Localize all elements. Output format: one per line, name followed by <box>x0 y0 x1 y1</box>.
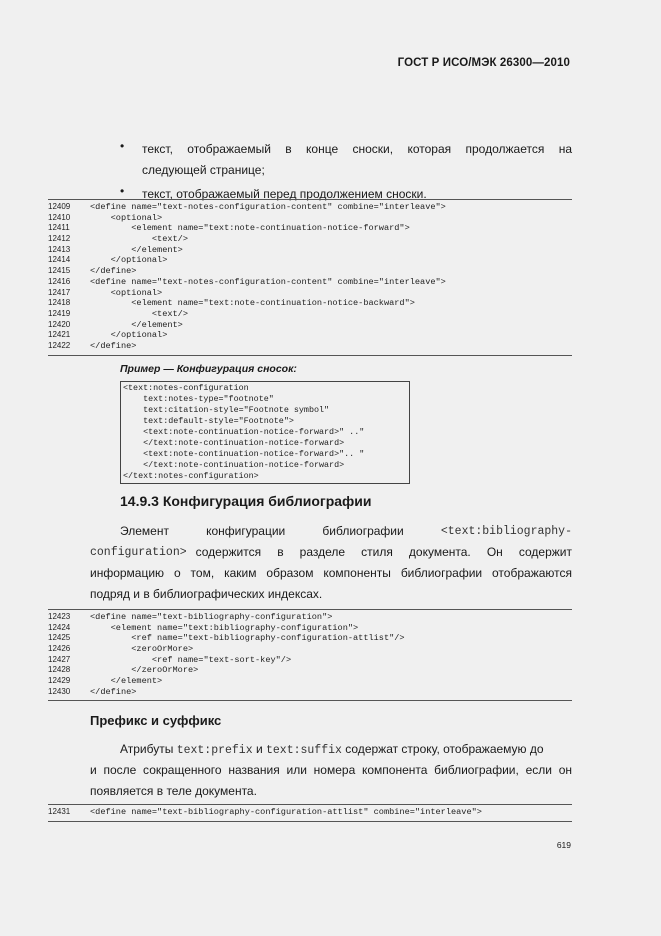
code-text: <optional> <box>90 287 163 298</box>
code-line <box>48 245 572 256</box>
code-line <box>48 266 572 277</box>
code-text: <text/> <box>90 308 188 319</box>
section-title: 14.9.3 Конфигурация библиографии <box>120 493 372 509</box>
code-line <box>48 665 572 676</box>
code-text: <ref name="text-bibliography-configuration-attlist"/> <box>90 633 405 644</box>
para-text: содержат строку, отображаемую до <box>345 742 544 756</box>
standard-header: ГОСТ Р ИСО/МЭК 26300—2010 <box>397 57 570 69</box>
code-text: <optional> <box>90 212 163 223</box>
section-paragraph <box>90 521 572 605</box>
code-text: <define name="text-bibliography-configuration"> <box>90 612 333 622</box>
para-text: и <box>255 742 263 756</box>
code-line <box>48 341 572 352</box>
code-text: </define> <box>90 266 137 277</box>
code-line <box>48 309 572 320</box>
page-number: 619 <box>556 840 571 850</box>
code-line <box>48 676 572 687</box>
inline-code: <text:bibliography- <box>440 525 572 538</box>
code-text: </define> <box>90 686 137 697</box>
line-number: 12429 <box>48 676 71 686</box>
prefix-suffix-heading: Префикс и суффикс <box>90 713 222 728</box>
code-line <box>48 202 572 213</box>
line-number: 12412 <box>48 234 71 244</box>
code-text: </element> <box>90 676 163 687</box>
line-number: 12416 <box>48 276 71 286</box>
line-number: 12417 <box>48 287 71 297</box>
code-text: </element> <box>90 244 183 255</box>
line-number: 12430 <box>48 686 71 696</box>
example-code-line: text:default-style="Footnote"> <box>123 416 294 426</box>
example-code-line: text:citation-style="Footnote symbol" <box>123 405 330 415</box>
inline-code: text:prefix <box>176 744 253 757</box>
example-code-box <box>120 381 410 484</box>
prefix-paragraph <box>90 739 572 802</box>
line-number: 12428 <box>48 665 71 675</box>
para-text: подряд и в библиографических индексах. <box>90 587 323 601</box>
line-number: 12427 <box>48 654 71 664</box>
code-text: <define name="text-notes-configuration-content" combine="interleave"> <box>90 202 446 212</box>
code-line <box>48 655 572 666</box>
code-line <box>48 213 572 224</box>
example-code-line: </text:note-continuation-notice-forward> <box>123 438 345 448</box>
line-number: 12420 <box>48 319 71 329</box>
line-number: 12409 <box>48 202 71 211</box>
para-text: Атрибуты <box>120 742 174 756</box>
line-number: 12418 <box>48 298 71 308</box>
line-number: 12410 <box>48 212 71 222</box>
para-text: и после сокращенного названия или номера компонента библиографии, если он <box>90 763 572 777</box>
code-line <box>48 612 572 623</box>
code-line <box>48 633 572 644</box>
code-line <box>48 234 572 245</box>
code-line <box>48 223 572 234</box>
bullet-list <box>120 139 572 205</box>
line-number: 12423 <box>48 612 71 621</box>
inline-code: configuration> <box>90 546 187 559</box>
inline-code: text:suffix <box>266 744 342 757</box>
code-line <box>48 644 572 655</box>
line-number: 12424 <box>48 622 71 632</box>
code-line <box>48 320 572 331</box>
bullet-text-line: • текст, отображаемый в конце сноски, которая продолжается на <box>142 142 572 156</box>
code-text: </zeroOrMore> <box>90 665 199 676</box>
code-text: <define name="text-notes-configuration-content" combine="interleave"> <box>90 276 446 287</box>
code-text: <element name="text:note-continuation-notice-forward"> <box>90 223 410 234</box>
code-listing-bibliography <box>48 609 572 701</box>
line-number: 12413 <box>48 244 71 254</box>
line-number: 12411 <box>48 223 70 233</box>
list-item <box>120 139 572 181</box>
line-number: 12422 <box>48 340 71 350</box>
bullet-text-line: • текст, отображаемый перед продолжением сноски. <box>142 187 427 201</box>
code-text: <ref name="text-sort-key"/> <box>90 654 292 665</box>
code-line <box>48 330 572 341</box>
bullet-text-line: следующей странице; <box>142 163 265 177</box>
code-text: <text/> <box>90 234 188 245</box>
code-line <box>48 807 572 818</box>
para-text: появляется в теле документа. <box>90 784 257 798</box>
example-code-line: </text:note-continuation-notice-forward> <box>123 460 345 470</box>
para-word: конфигурации <box>206 524 286 538</box>
para-word: Элемент <box>120 524 169 538</box>
code-text: <element name="text:bibliography-configuration"> <box>90 622 359 633</box>
line-number: 12425 <box>48 633 71 643</box>
example-code-line: <text:notes-configuration <box>123 383 249 393</box>
code-line <box>48 687 572 698</box>
code-listing-notes <box>48 199 572 356</box>
code-text: </define> <box>90 340 137 351</box>
line-number: 12421 <box>48 330 71 340</box>
code-text: <define name="text-bibliography-configuration-attlist" combine="interleave"> <box>90 807 482 817</box>
example-code-line: </text:notes-configuration> <box>123 471 259 481</box>
code-line <box>48 288 572 299</box>
code-text: </element> <box>90 319 183 330</box>
code-line <box>48 255 572 266</box>
para-word: библиографии <box>322 524 404 538</box>
line-number: 12431 <box>48 807 71 816</box>
line-number: 12426 <box>48 644 71 654</box>
code-text: </optional> <box>90 330 168 341</box>
code-line <box>48 277 572 288</box>
example-code-line: <text:note-continuation-notice-forward>" .." <box>123 427 365 437</box>
code-listing-attlist <box>48 804 572 822</box>
code-text: <element name="text:note-continuation-notice-backward"> <box>90 298 415 309</box>
para-text: информацию о том, каким образом компоненты библиографии отображаются <box>90 566 572 580</box>
code-text: </optional> <box>90 255 168 266</box>
line-number: 12419 <box>48 308 71 318</box>
line-number: 12414 <box>48 255 71 265</box>
para-text: содержится в разделе стиля документа. Он содержит <box>195 545 572 559</box>
example-code-line: <text:note-continuation-notice-forward>".. " <box>123 449 365 459</box>
example-title: Пример — Конфигурация сносок: <box>120 363 297 375</box>
code-text: <zeroOrMore> <box>90 644 194 655</box>
code-line <box>48 623 572 634</box>
code-line <box>48 298 572 309</box>
line-number: 12415 <box>48 266 71 276</box>
example-code-line: text:notes-type="footnote" <box>123 394 274 404</box>
